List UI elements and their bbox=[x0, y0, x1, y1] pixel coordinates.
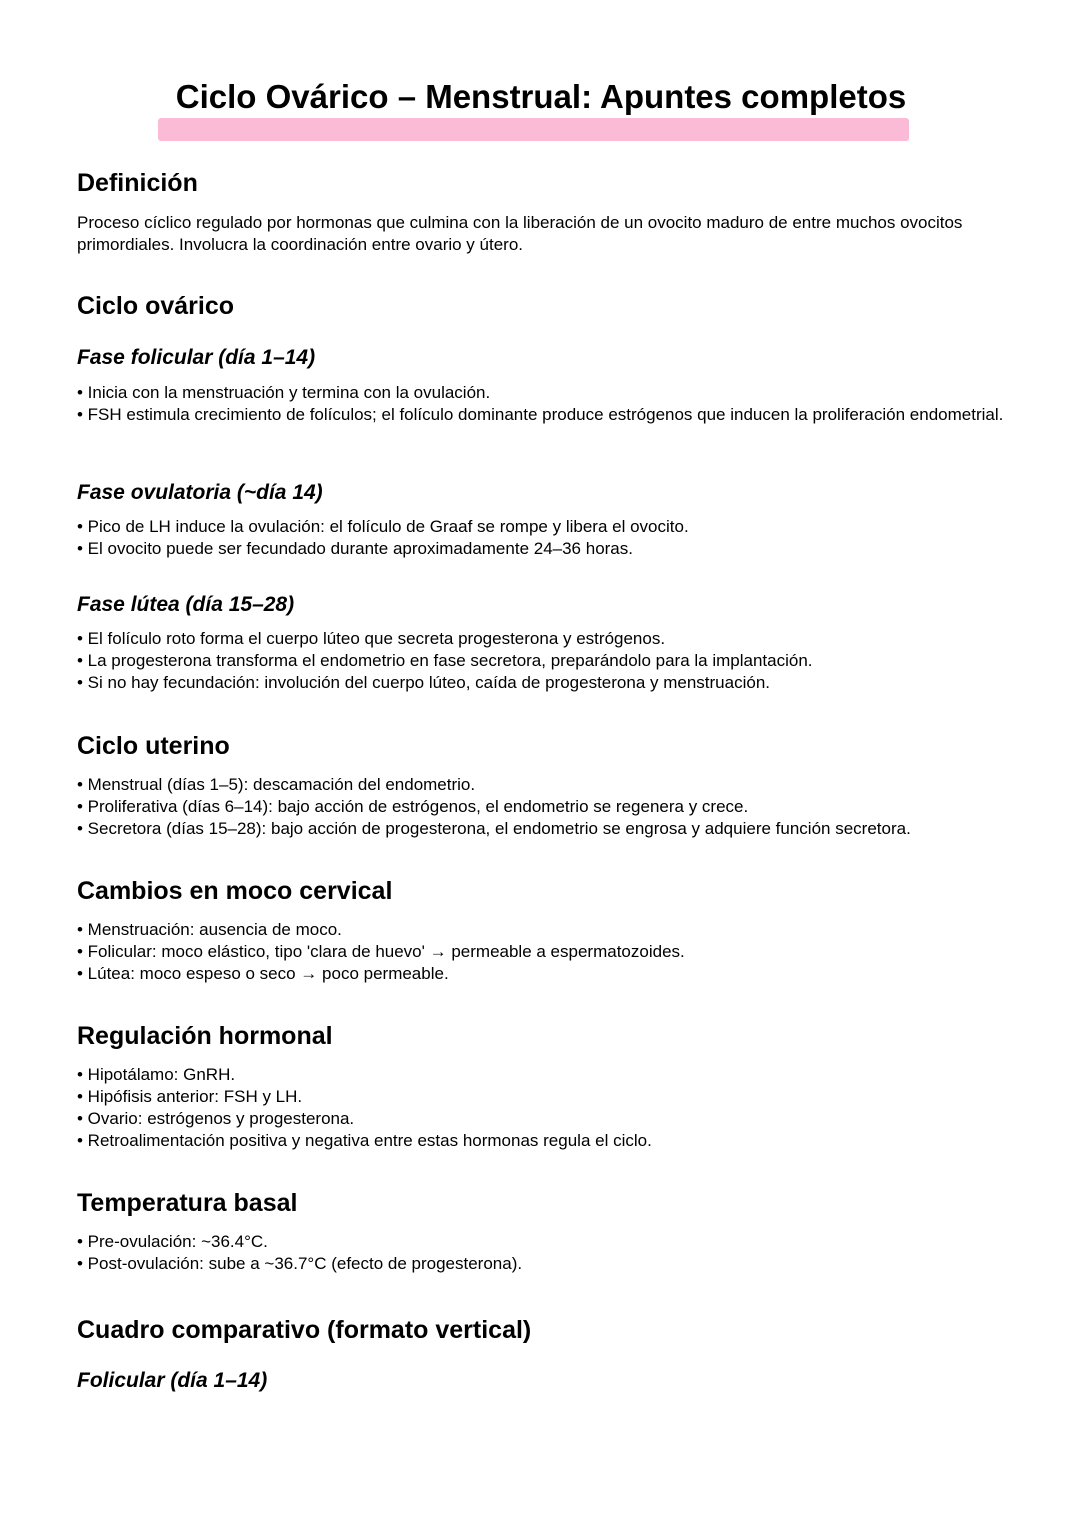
subheading-folicular: Folicular (día 1–14) bbox=[77, 1369, 268, 1392]
title-wrap bbox=[77, 78, 1007, 116]
section-definicion bbox=[77, 168, 1007, 198]
fase-ovulatoria-body bbox=[77, 516, 1007, 560]
list-item: • Folicular: moco elástico, tipo 'clara de huevo' → permeable a espermatozoides. bbox=[77, 942, 685, 961]
section-heading-cuadro-comparativo: Cuadro comparativo (formato vertical) bbox=[77, 1316, 532, 1344]
subsection-folicular bbox=[77, 1368, 1007, 1394]
subsection-fase-lutea bbox=[77, 592, 1007, 618]
title-highlight-bar bbox=[158, 118, 909, 141]
section-heading-temperatura-basal: Temperatura basal bbox=[77, 1189, 298, 1217]
fase-folicular-body bbox=[77, 382, 1007, 426]
list-item: • Hipotálamo: GnRH. bbox=[77, 1065, 236, 1084]
subheading-fase-folicular: Fase folicular (día 1–14) bbox=[77, 346, 316, 369]
list-item: • Lútea: moco espeso o seco → poco permeable. bbox=[77, 964, 449, 983]
list-item: • La progesterona transforma el endometrio en fase secretora, preparándolo para la implantación. bbox=[77, 651, 813, 670]
temperatura-basal-body bbox=[77, 1231, 1007, 1275]
definicion-body bbox=[77, 212, 1007, 256]
section-heading-moco-cervical: Cambios en moco cervical bbox=[77, 877, 393, 905]
section-moco-cervical bbox=[77, 876, 1007, 906]
section-heading-definicion: Definición bbox=[77, 169, 198, 197]
ciclo-uterino-body bbox=[77, 774, 1007, 840]
list-item: • FSH estimula crecimiento de folículos; el folículo dominante produce estrógenos que inducen la proliferación endometrial. bbox=[77, 405, 1004, 424]
section-regulacion-hormonal bbox=[77, 1021, 1007, 1051]
list-item: • Si no hay fecundación: involución del cuerpo lúteo, caída de progesterona y menstruación. bbox=[77, 673, 770, 692]
section-heading-ciclo-ovarico: Ciclo ovárico bbox=[77, 292, 234, 320]
regulacion-hormonal-list bbox=[77, 1064, 1007, 1152]
list-item: • Pre-ovulación: ~36.4°C. bbox=[77, 1232, 268, 1251]
ciclo-uterino-list bbox=[77, 774, 1007, 840]
regulacion-hormonal-body bbox=[77, 1064, 1007, 1152]
subheading-fase-lutea: Fase lútea (día 15–28) bbox=[77, 593, 295, 616]
list-item: • Retroalimentación positiva y negativa entre estas hormonas regula el ciclo. bbox=[77, 1131, 652, 1150]
fase-ovulatoria-list bbox=[77, 516, 1007, 560]
fase-lutea-body bbox=[77, 628, 1007, 694]
list-item: • Proliferativa (días 6–14): bajo acción de estrógenos, el endometrio se regenera y crece. bbox=[77, 797, 749, 816]
page-title: Ciclo Ovárico – Menstrual: Apuntes completos bbox=[175, 78, 907, 115]
section-heading-regulacion-hormonal: Regulación hormonal bbox=[77, 1022, 333, 1050]
fase-lutea-list bbox=[77, 628, 1007, 694]
list-item: • El folículo roto forma el cuerpo lúteo que secreta progesterona y estrógenos. bbox=[77, 629, 666, 648]
list-item: • Menstruación: ausencia de moco. bbox=[77, 920, 342, 939]
list-item: • Secretora (días 15–28): bajo acción de progesterona, el endometrio se engrosa y adquiere función secretora. bbox=[77, 819, 911, 838]
section-ciclo-uterino bbox=[77, 731, 1007, 761]
list-item: • El ovocito puede ser fecundado durante aproximadamente 24–36 horas. bbox=[77, 539, 633, 558]
list-item: • Menstrual (días 1–5): descamación del endometrio. bbox=[77, 775, 476, 794]
section-heading-ciclo-uterino: Ciclo uterino bbox=[77, 732, 230, 760]
fase-folicular-list bbox=[77, 382, 1007, 426]
section-cuadro-comparativo bbox=[77, 1315, 1007, 1345]
subheading-fase-ovulatoria: Fase ovulatoria (~día 14) bbox=[77, 481, 323, 504]
list-item: • Pico de LH induce la ovulación: el folículo de Graaf se rompe y libera el ovocito. bbox=[77, 517, 689, 536]
list-item: • Ovario: estrógenos y progesterona. bbox=[77, 1109, 355, 1128]
list-item: • Inicia con la menstruación y termina con la ovulación. bbox=[77, 383, 491, 402]
temperatura-basal-list bbox=[77, 1231, 1007, 1275]
list-item: • Hipófisis anterior: FSH y LH. bbox=[77, 1087, 303, 1106]
definicion-text: Proceso cíclico regulado por hormonas que culmina con la liberación de un ovocito maduro de entre muchos ovocitos primordiales. Involucra la coordinación entre ovario y útero. bbox=[77, 213, 963, 254]
section-temperatura-basal bbox=[77, 1188, 1007, 1218]
subsection-fase-folicular bbox=[77, 345, 1007, 371]
moco-cervical-body bbox=[77, 919, 1007, 985]
section-ciclo-ovarico bbox=[77, 291, 1007, 321]
list-item: • Post-ovulación: sube a ~36.7°C (efecto de progesterona). bbox=[77, 1254, 523, 1273]
subsection-fase-ovulatoria bbox=[77, 480, 1007, 506]
moco-cervical-list bbox=[77, 919, 1007, 985]
